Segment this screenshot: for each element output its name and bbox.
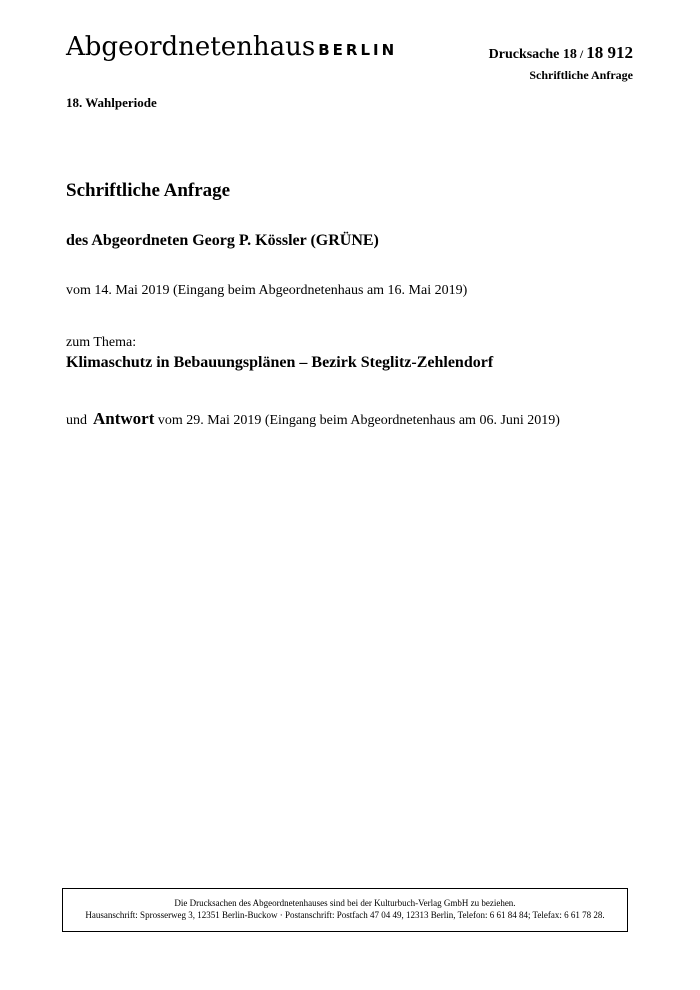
legislative-period: 18. Wahlperiode [66,95,157,110]
parliament-logo [66,34,397,60]
footer-line-address: Hausanschrift: Sprosserweg 3, 12351 Berlin-Buckow · Postanschrift: Postfach 47 04 49, 12313 Berlin, Telefon: 6 61 84 84; Telefax: 6 61 78 28. [85,910,605,920]
inquiry-author: des Abgeordneten Georg P. Kössler (GRÜNE) [66,232,379,249]
document-number-main: 18 912 [586,43,633,62]
footer-box [62,888,628,932]
page-title: Schriftliche Anfrage [66,180,231,201]
logo-name: Abgeordnetenhaus [66,32,316,62]
answer-line [66,409,560,429]
document-number-prefix: Drucksache 18 [488,47,577,62]
document-type: Schriftliche Anfrage [529,68,633,82]
answer-prefix: und [66,413,87,428]
logo-city: BERLIN [318,41,398,59]
answer-date: vom 29. Mai 2019 (Eingang beim Abgeordnetenhaus am 06. Juni 2019) [154,413,560,428]
answer-word: Antwort [93,409,155,428]
document-meta [489,44,633,83]
document-number-slash: / [576,47,587,61]
topic-title: Klimaschutz in Bebauungsplänen – Bezirk Steglitz-Zehlendorf [66,354,494,371]
topic-label: zum Thema: [66,335,137,350]
inquiry-date: vom 14. Mai 2019 (Eingang beim Abgeordnetenhaus am 16. Mai 2019) [66,283,468,298]
footer-line-distribution: Die Drucksachen des Abgeordnetenhauses sind bei der Kulturbuch-Verlag GmbH zu beziehen. [174,898,516,908]
document-number [489,44,633,64]
